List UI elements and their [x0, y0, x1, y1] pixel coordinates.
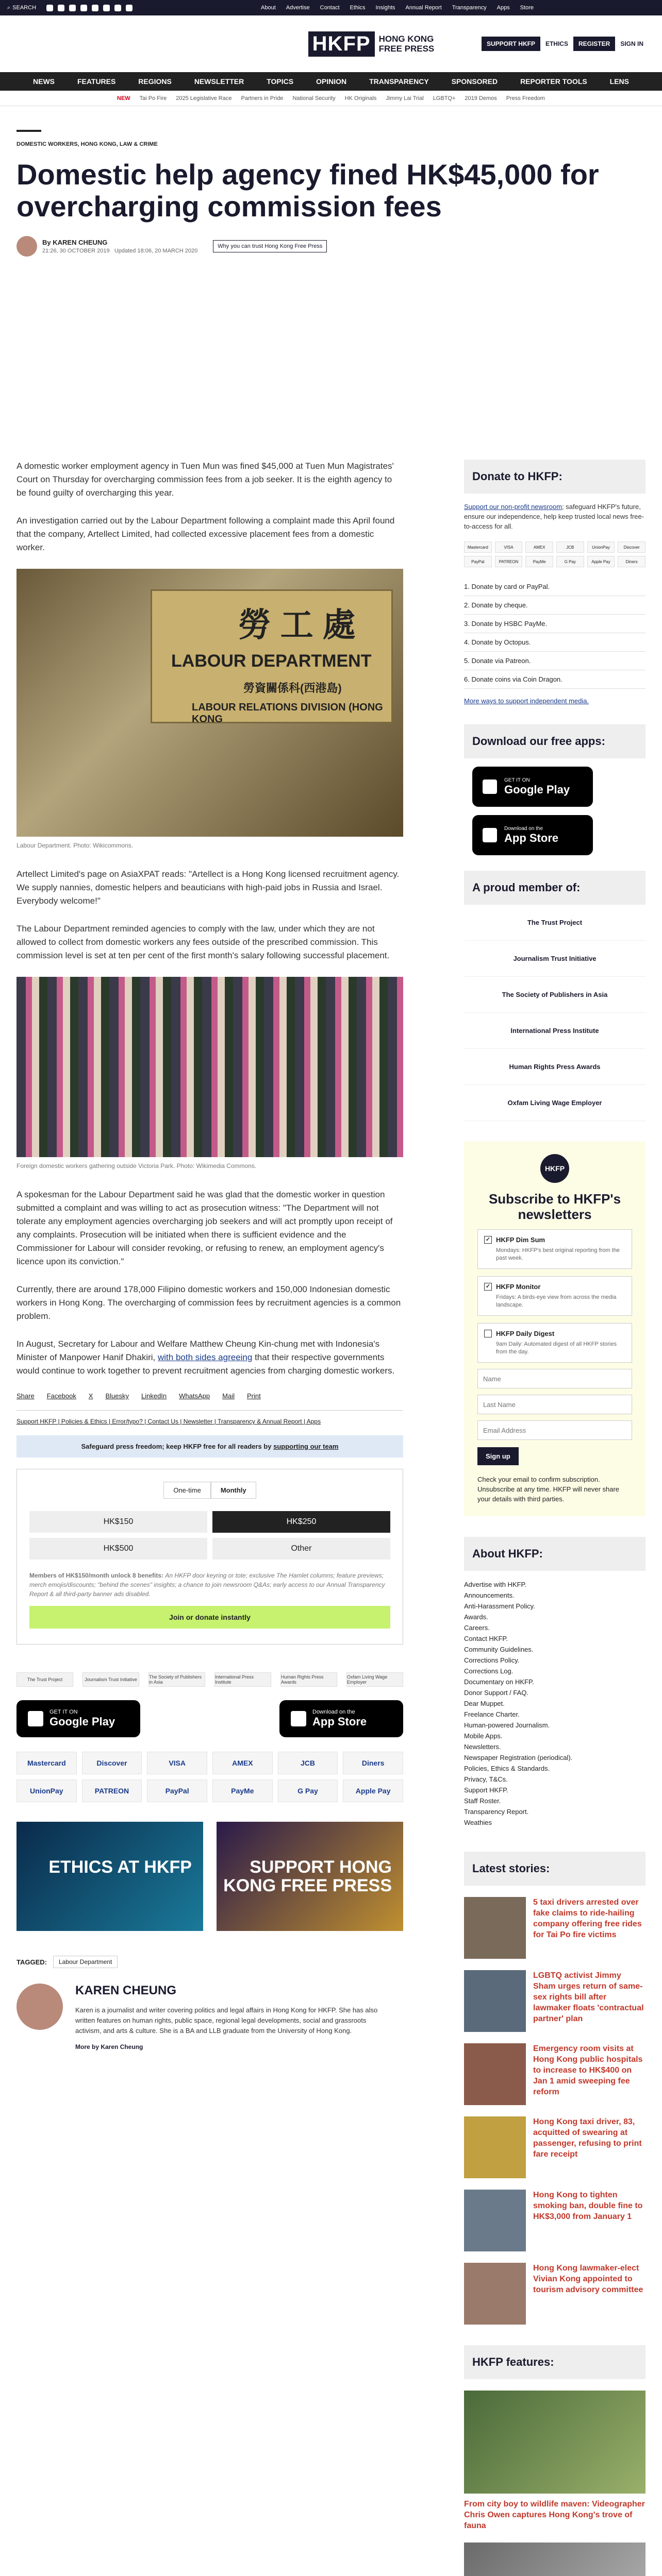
feature-image[interactable]	[464, 2543, 646, 2576]
nav-item[interactable]: SPONSORED	[451, 77, 498, 86]
about-list	[464, 1571, 646, 1836]
card-logo: G Pay	[556, 556, 584, 567]
payment-logo[interactable]: Diners	[343, 1752, 403, 1774]
card-logo: Mastercard	[464, 541, 492, 553]
author-photo[interactable]	[16, 1984, 63, 2030]
article-footer-links[interactable]: Support HKFP | Policies & Ethics | Error/typo? | Contact Us | Newsletter | Transparency & Annual Report | Apps	[16, 1418, 321, 1425]
social-icons	[46, 5, 133, 11]
payment-logo[interactable]: AMEX	[212, 1752, 273, 1774]
story-thumbnail[interactable]	[464, 1970, 526, 2032]
about-link[interactable]: Transparency Report.	[464, 1808, 529, 1816]
article-title: Domestic help agency fined HK$45,000 for overcharging commission fees	[16, 158, 599, 223]
feature-image[interactable]	[464, 2391, 646, 2494]
apple-icon	[483, 828, 497, 842]
nav-item[interactable]: REGIONS	[138, 77, 172, 86]
app-store-button[interactable]: Download on the App Store	[472, 815, 593, 855]
util-link[interactable]: Contact	[320, 5, 340, 11]
search-link[interactable]: ⌕ SEARCH	[7, 4, 37, 11]
donate-option[interactable]: 1. Donate by card or PayPal.	[464, 578, 646, 596]
share-label: Share	[16, 1392, 35, 1400]
donate-option[interactable]: 2. Donate by cheque.	[464, 596, 646, 615]
payment-logo[interactable]: G Pay	[278, 1780, 338, 1802]
linkedin-icon[interactable]	[114, 5, 121, 11]
amount-option[interactable]: HK$500	[29, 1538, 207, 1560]
member-badges	[16, 1672, 403, 1687]
join-donate-button[interactable]: Join or donate instantly	[29, 1606, 390, 1629]
photo-caption: Labour Department. Photo: Wikicommons.	[16, 842, 134, 849]
paragraph: An investigation carried out by the Labour Department following a complaint made this April found that the company, Artellect Limited, had collected excessive placement fees from a domestic worker.	[16, 516, 395, 552]
sign-in-link[interactable]: SIGN IN	[620, 40, 643, 47]
util-link[interactable]: Transparency	[452, 5, 487, 11]
about-link[interactable]: Support HKFP.	[464, 1786, 508, 1794]
card-logo: Discover	[618, 541, 646, 553]
trend-item[interactable]: Partners in Pride	[241, 95, 284, 101]
payment-logo[interactable]: UnionPay	[16, 1780, 77, 1802]
util-link[interactable]: Apps	[496, 5, 510, 11]
new-badge: NEW	[117, 95, 130, 101]
util-link[interactable]: Advertise	[286, 5, 310, 11]
divider	[16, 130, 41, 132]
util-link[interactable]: Annual Report	[405, 5, 442, 11]
about-link[interactable]: Weathies	[464, 1819, 492, 1826]
about-link[interactable]: Newspaper Registration (periodical).	[464, 1754, 573, 1761]
payment-logo[interactable]: Mastercard	[16, 1752, 77, 1774]
checkbox[interactable]	[484, 1330, 492, 1337]
about-link[interactable]: Donor Support / FAQ.	[464, 1689, 529, 1697]
member-logo[interactable]: Oxfam Living Wage Employer	[464, 1085, 646, 1121]
card-logo: UnionPay	[587, 541, 615, 553]
card-logo: PATREON	[495, 556, 523, 567]
agreement-link[interactable]: with both sides agreeing	[158, 1352, 253, 1362]
ethics-banner[interactable]: ETHICS AT HKFP	[16, 1822, 203, 1931]
domestic-workers-photo	[16, 977, 403, 1157]
story-thumbnail[interactable]	[464, 1897, 526, 1959]
publish-date: 21:26, 30 OCTOBER 2019	[42, 248, 110, 254]
first-name-input[interactable]	[477, 1369, 632, 1388]
app-store-buttons	[16, 1700, 403, 1737]
trust-button[interactable]: Why you can trust Hong Kong Free Press	[213, 240, 327, 252]
card-logo: Diners	[618, 556, 646, 567]
member-logo[interactable]: The Society of Publishers in Asia	[464, 977, 646, 1013]
share-bluesky[interactable]: Bluesky	[105, 1392, 129, 1400]
labour-department-photo: 勞 工 處 LABOUR DEPARTMENT 勞資關係科(西港島) LABOUR RELATIONS DIVISION (HONG KONG	[16, 569, 403, 837]
donate-title: Donate to HKFP:	[464, 460, 646, 494]
about-link[interactable]: Corrections Policy.	[464, 1656, 520, 1664]
card-logo: PayPal	[464, 556, 492, 567]
nav-item[interactable]: NEWSLETTER	[194, 77, 244, 86]
author-link[interactable]: KAREN CHEUNG	[53, 239, 108, 246]
safeguard-banner: Safeguard press freedom; keep HKFP free for all readers by supporting our team	[16, 1435, 403, 1458]
promo-banners	[16, 1822, 403, 1931]
newsletter-title: Subscribe to HKFP's newsletters	[488, 1191, 621, 1222]
share-print[interactable]: Print	[246, 1392, 261, 1400]
nav-item[interactable]: TRANSPARENCY	[369, 77, 429, 86]
utility-links	[261, 5, 534, 11]
badge[interactable]: The Trust Project	[16, 1672, 73, 1687]
nav-item[interactable]: REPORTER TOOLS	[520, 77, 587, 86]
donation-box	[16, 1469, 403, 1645]
share-bar	[16, 1392, 403, 1411]
google-play-button[interactable]: GET IT ON Google Play	[16, 1700, 140, 1737]
badge[interactable]: Oxfam Living Wage Employer	[346, 1672, 403, 1687]
site-logo[interactable]: HKFP HONG KONG FREE PRESS	[308, 31, 435, 57]
about-link[interactable]: Freelance Charter.	[464, 1710, 520, 1718]
checkbox-checked[interactable]: ✓	[484, 1236, 492, 1244]
feature-story[interactable]	[464, 2543, 646, 2576]
paragraph: A domestic worker employment agency in Tuen Mun was fined $45,000 at Tuen Mun Magistrates' Court on Thursday for overcharging commission fees from a job seeker. It is the eighth agency to be found guilty of overcharging this year.	[16, 461, 394, 498]
support-button[interactable]: SUPPORT HKFP	[482, 37, 540, 51]
youtube-icon[interactable]	[92, 5, 98, 11]
latest-story[interactable]: 5 taxi drivers arrested over fake claims to ride-hailing company offering free rides for Tai Po fire victims	[464, 1897, 646, 1959]
main-nav	[0, 72, 662, 91]
author-box	[16, 1984, 403, 2050]
nonprofit-link[interactable]: Support our non-profit newsroom	[464, 503, 562, 511]
about-link[interactable]: Mobile Apps.	[464, 1732, 503, 1740]
share-linkedin[interactable]: LinkedIn	[141, 1392, 167, 1400]
about-link[interactable]: Policies, Ethics & Standards.	[464, 1765, 550, 1772]
apple-icon	[291, 1711, 306, 1726]
author-bio: Karen is a journalist and writer covering politics and legal affairs in Hong Kong for HKFP. She has also written features on human rights, public space, regional legal developments, social and grassroots activism, and arts & culture. She is a BA and LLB graduate from the University of Hong Kong.	[75, 2006, 378, 2035]
amount-option[interactable]: HK$150	[29, 1511, 207, 1533]
feature-story[interactable]: From city boy to wildlife maven: Videographer Chris Owen captures Hong Kong's trove of fauna	[464, 2391, 646, 2531]
about-link[interactable]: Privacy, T&Cs.	[464, 1775, 508, 1783]
more-by-author-link[interactable]: More by Karen Cheung	[75, 2043, 143, 2050]
nav-item[interactable]: OPINION	[316, 77, 347, 86]
nav-item[interactable]: TOPICS	[267, 77, 294, 86]
util-link[interactable]: Store	[520, 5, 534, 11]
author-name[interactable]: KAREN CHEUNG	[75, 1984, 177, 1997]
latest-story[interactable]: Emergency room visits at Hong Kong public hospitals to increase to HK$400 on Jan 1 amid sweeping fee reform	[464, 2043, 646, 2105]
paragraph: The Labour Department reminded agencies to comply with the law, under which they are not allowed to collect from domestic workers any fees outside of the prescribed commission. This commission level is set at ten per cent of the first month's salary following successful placement.	[16, 924, 390, 960]
hkfp-round-logo: HKFP	[540, 1154, 569, 1183]
member-logo[interactable]: Journalism Trust Initiative	[464, 941, 646, 977]
trend-item[interactable]: LGBTQ+	[433, 95, 456, 101]
tag-link[interactable]: Labour Department	[53, 1956, 118, 1968]
trend-item[interactable]: HK Originals	[344, 95, 377, 101]
tab-monthly[interactable]: Monthly	[211, 1482, 256, 1499]
about-link[interactable]: Community Guidelines.	[464, 1646, 534, 1653]
badge[interactable]: Journalism Trust Initiative	[82, 1672, 139, 1687]
payment-logo[interactable]: Discover	[82, 1752, 142, 1774]
donate-option[interactable]: 5. Donate via Patreon.	[464, 652, 646, 670]
card-logo: VISA	[495, 541, 523, 553]
play-icon	[483, 779, 497, 794]
amount-option[interactable]: Other	[212, 1538, 390, 1560]
about-link[interactable]: Anti-Harassment Policy.	[464, 1602, 535, 1610]
support-team-link[interactable]: supporting our team	[273, 1443, 339, 1450]
latest-story[interactable]: Hong Kong taxi driver, 83, acquitted of swearing at passenger, refusing to print fare receipt	[464, 2116, 646, 2178]
email-icon[interactable]	[103, 5, 110, 11]
bluesky-icon[interactable]	[126, 5, 133, 11]
about-link[interactable]: Contact HKFP.	[464, 1635, 508, 1642]
ethics-link[interactable]: ETHICS	[545, 40, 568, 47]
membership-note: Members of HK$150/month unlock 8 benefits: An HKFP door keyring or tote; exclusive The Hamlet columns; feature previews; merch emojis/discounts; "behind the scenes" insights; a chance to join newsroom Q&As; early access to our Annual Transparency Report & all third-party banner ads disabled.	[29, 1572, 385, 1598]
facebook-icon[interactable]	[46, 5, 53, 11]
about-link[interactable]: Advertise with HKFP.	[464, 1581, 527, 1588]
paragraph: Artellect Limited's page on AsiaXPAT reads: "Artellect is a Hong Kong licensed recruitment agency. We supply nannies, domestic helpers and beauticians with high-paid jobs in Russia and Israel. Everybody welcome!"	[16, 869, 400, 906]
share-facebook[interactable]: Facebook	[46, 1392, 76, 1400]
amount-option-selected[interactable]: HK$250	[212, 1511, 390, 1533]
apps-title: Download our free apps:	[464, 724, 646, 758]
trend-item[interactable]: Jimmy Lai Trial	[386, 95, 424, 101]
card-logo: JCB	[556, 541, 584, 553]
about-title: About HKFP:	[464, 1537, 646, 1571]
util-link[interactable]: About	[261, 5, 276, 11]
about-link[interactable]: Documentary on HKFP.	[464, 1678, 534, 1686]
payment-logo[interactable]: Apple Pay	[343, 1780, 403, 1802]
trend-item[interactable]: Press Freedom	[506, 95, 545, 101]
share-whatsapp[interactable]: WhatsApp	[179, 1392, 210, 1400]
byline: By KAREN CHEUNG 21:26, 30 OCTOBER 2019 Updated 18:06, 20 MARCH 2020 Why you can trust Hong Kong Free Press	[16, 236, 646, 257]
donate-option[interactable]: 3. Donate by HSBC PayMe.	[464, 615, 646, 633]
util-link[interactable]: Ethics	[350, 5, 366, 11]
about-link[interactable]: Dear Muppet.	[464, 1700, 505, 1707]
app-store-button[interactable]: Download on the App Store	[279, 1700, 403, 1737]
support-banner[interactable]: SUPPORT HONG KONG FREE PRESS	[217, 1822, 403, 1931]
payment-logo[interactable]: VISA	[147, 1752, 207, 1774]
photo-caption: Foreign domestic workers gathering outside Victoria Park. Photo: Wikimedia Commons.	[16, 1162, 257, 1170]
latest-story[interactable]: Hong Kong lawmaker-elect Vivian Kong appointed to tourism advisory committee	[464, 2263, 646, 2325]
newsletter-option[interactable]: ✓ HKFP Monitor Fridays: A birds-eye view from across the media landscape.	[477, 1276, 632, 1316]
donate-option[interactable]: 4. Donate by Octopus.	[464, 633, 646, 652]
share-x[interactable]: X	[88, 1392, 93, 1400]
masthead	[0, 15, 662, 72]
payment-logo[interactable]: JCB	[278, 1752, 338, 1774]
latest-title: Latest stories:	[464, 1852, 646, 1886]
more-ways-link[interactable]: More ways to support independent media.	[464, 697, 589, 705]
nav-item[interactable]: NEWS	[33, 77, 55, 86]
features-title: HKFP features:	[464, 2345, 646, 2379]
author-avatar[interactable]	[16, 236, 37, 257]
util-link[interactable]: Insights	[375, 5, 395, 11]
play-icon	[28, 1711, 43, 1726]
trend-item[interactable]: National Security	[292, 95, 336, 101]
nav-item[interactable]: FEATURES	[77, 77, 116, 86]
latest-story[interactable]: Hong Kong to tighten smoking ban, double fine to HK$3,000 from January 1	[464, 2190, 646, 2251]
article-categories[interactable]: DOMESTIC WORKERS, HONG KONG, LAW & CRIME	[16, 141, 158, 147]
about-link[interactable]: Corrections Log.	[464, 1667, 514, 1675]
updated-date: Updated 18:06, 20 MARCH 2020	[114, 248, 198, 254]
search-icon: ⌕	[7, 4, 11, 11]
member-logo[interactable]: International Press Institute	[464, 1013, 646, 1049]
newsletter-widget	[464, 1142, 646, 1516]
nav-item[interactable]: LENS	[609, 77, 629, 86]
paragraph: In August, Secretary for Labour and Welfare Matthew Cheung Kin-chung met with Indonesia's Minister of Manpower Hanif Dhakiri, with both sides agreeing that their respective governments would continue to work together to prevent recruitment agencies from charging domestic workers.	[16, 1339, 395, 1376]
paragraph: A spokesman for the Labour Department said he was glad that the domestic worker in question submitted a complaint and was willing to act as prosecution witness: "The Department will not tolerate any employment agencies overcharging job seekers and will act promptly upon receipt of any complaints. Prosecution will be initiated when there is sufficient evidence and the Commissioner for Labour will consider revoking, or refusing to renew, an employment agency's licence upon its conviction."	[16, 1190, 393, 1266]
card-logo: AMEX	[525, 541, 553, 553]
about-link[interactable]: Staff Roster.	[464, 1797, 501, 1805]
signup-button[interactable]: Sign up	[477, 1447, 519, 1465]
threads-icon[interactable]	[80, 5, 87, 11]
tags: TAGGED: Labour Department	[16, 1956, 403, 1968]
top-utility-bar	[0, 0, 662, 15]
donate-list	[464, 578, 646, 689]
trending-bar	[0, 91, 662, 106]
about-link[interactable]: Newsletters.	[464, 1743, 501, 1751]
sidebar: Donate to HKFP: Support our non-profit newsroom; safeguard HKFP's future, ensure our independence, help keep trusted local news free-to-access for all. Mastercard VISA AMEX JCB UnionPay Discover PayPal PATREON PayMe G Pay Apple Pay Diners 1. Donate by card or PayPal. 2. Donate by cheque. 3. Donate by HSBC PayMe. 4. Donate by Octopus. 5. Donate via Patreon. 6. Donate coins via Coin Dragon. More ways to support independent media. Download our free apps: GET IT ON Google Play Download on the App Store A proud member of: The Trust Project Journalism Trust Initiative The Society of Publishers in Asia International Press Institute Human Rights Press Awards Oxfam Living Wage Employer HKFP Subscribe to HKFP's newsletters ✓ HKFP Dim Sum Mondays: HKFP's best original reporting from the past week. ✓ HKFP Monitor Fridays: A birds-eye view from across the media landscape. HKFP Daily Digest 9am Daily: Automated digest of all HKFP stories from the day. Name Last Name Email Address Sign up Check your email to confirm subscription. Unsubscribe at any time. HKFP will never share your details with third parties. About HKFP: Advertise with HKFP. Announcements. Anti-Harassment Policy. Awards. Careers. Contact HKFP. Community Guidelines. Corrections Policy. Corrections Log. Documentary on HKFP. Donor Support / FAQ. Dear Muppet. Freelance Charter. Human-powered Journalism. Mobile Apps. Newsletters. Newspaper Registration (periodical). Policies, Ethics & Standards. Privacy, T&Cs. Support HKFP. Staff Roster. Transparency Report. Weathies Latest stories: 5 taxi drivers arrested over fake claims to ride-hailing company offering free rides for Tai Po fire victims LGBTQ activist Jimmy Sham urges return of same-sex rights bill after lawmaker floats 'contractual partner' plan Emergency room visits at Hong Kong public hospitals to increase to HK$400 on Jan 1 amid sweeping fee reform Hong Kong taxi driver, 83, acquitted of swearing at passenger, refusing to print fare receipt Hong Kong to tighten smoking ban, double fine to HK$3,000 from January 1 Hong Kong lawmaker-elect Vivian Kong appointed to tourism advisory committee HKFP features: From city boy to wildlife maven: Videographer Chris Owen captures Hong Kong's trove of fauna	[464, 460, 646, 2576]
story-thumbnail[interactable]	[464, 2116, 526, 2178]
share-mail[interactable]: Mail	[222, 1392, 235, 1400]
payment-methods	[16, 1752, 403, 1802]
trend-item[interactable]: Tai Po Fire	[139, 95, 167, 101]
member-title: A proud member of:	[464, 871, 646, 905]
email-input[interactable]	[477, 1420, 632, 1440]
about-link[interactable]: Awards.	[464, 1613, 488, 1621]
latest-story[interactable]: LGBTQ activist Jimmy Sham urges return of same-sex rights bill after lawmaker floats 'contractual partner' plan	[464, 1970, 646, 2032]
payment-logo[interactable]: PayMe	[212, 1780, 273, 1802]
trend-item[interactable]: 2025 Legislative Race	[176, 95, 232, 101]
member-logo[interactable]: The Trust Project	[464, 905, 646, 941]
about-link[interactable]: Announcements.	[464, 1591, 515, 1599]
badge[interactable]: International Press Institute	[214, 1672, 271, 1687]
card-logos	[464, 541, 646, 567]
article-body	[16, 460, 403, 2050]
newsletter-option[interactable]: HKFP Daily Digest 9am Daily: Automated digest of all HKFP stories from the day.	[477, 1323, 632, 1363]
paragraph: Currently, there are around 178,000 Filipino domestic workers and 150,000 Indonesian domestic workers in Hong Kong. The overcharging of commission fees by recruitment agencies is a common problem.	[16, 1284, 401, 1321]
about-link[interactable]: Human-powered Journalism.	[464, 1721, 550, 1729]
about-link[interactable]: Careers.	[464, 1624, 490, 1632]
checkbox-checked[interactable]: ✓	[484, 1283, 492, 1291]
badge[interactable]: The Society of Publishers in Asia	[148, 1672, 205, 1687]
newsletter-option[interactable]: ✓ HKFP Dim Sum Mondays: HKFP's best original reporting from the past week.	[477, 1229, 632, 1269]
badge[interactable]: Human Rights Press Awards	[280, 1672, 337, 1687]
card-logo: PayMe	[525, 556, 553, 567]
story-thumbnail[interactable]	[464, 2190, 526, 2251]
google-play-button[interactable]: GET IT ON Google Play	[472, 767, 593, 807]
member-logo[interactable]: Human Rights Press Awards	[464, 1049, 646, 1085]
instagram-icon[interactable]	[69, 5, 76, 11]
donate-option[interactable]: 6. Donate coins via Coin Dragon.	[464, 670, 646, 689]
register-button[interactable]: REGISTER	[573, 37, 615, 51]
story-thumbnail[interactable]	[464, 2263, 526, 2325]
newsletter-fineprint: Check your email to confirm subscription. Unsubscribe at any time. HKFP will never share your details with third parties.	[477, 1476, 620, 1503]
tab-one-time[interactable]: One-time	[163, 1482, 210, 1499]
x-icon[interactable]	[58, 5, 64, 11]
payment-logo[interactable]: PATREON	[82, 1780, 142, 1802]
payment-logo[interactable]: PayPal	[147, 1780, 207, 1802]
last-name-input[interactable]	[477, 1395, 632, 1414]
card-logo: Apple Pay	[587, 556, 615, 567]
story-thumbnail[interactable]	[464, 2043, 526, 2105]
trend-item[interactable]: 2019 Demos	[465, 95, 497, 101]
